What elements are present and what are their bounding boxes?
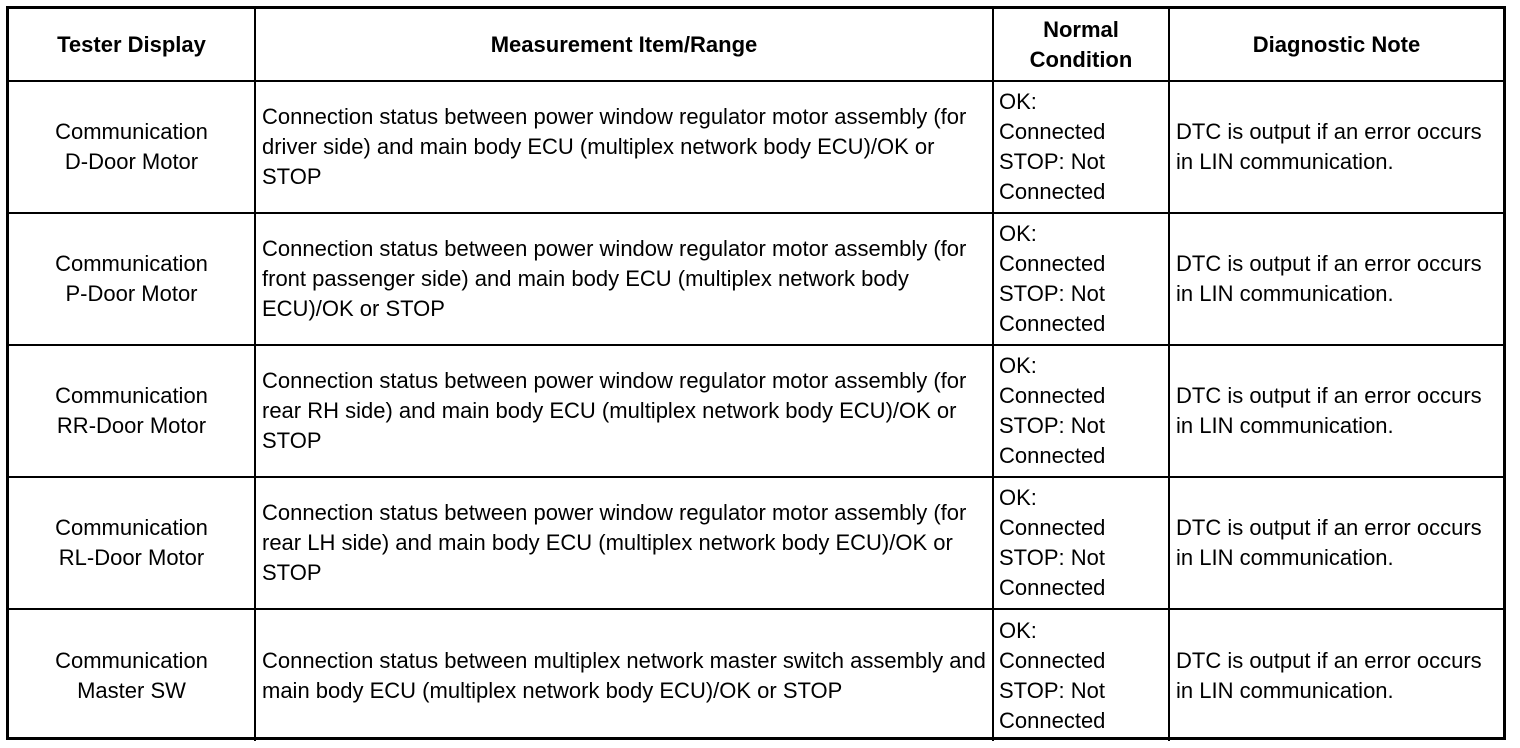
condition-line: Connected — [999, 251, 1106, 276]
measurement-range-cell: Connection status between power window regulator motor assembly (for rear RH side) and main body ECU (multiplex network body ECU)/OK or STOP — [255, 345, 993, 477]
condition-line: STOP: Not — [999, 545, 1105, 570]
diagnostic-note-cell: DTC is output if an error occurs in LIN communication. — [1169, 477, 1503, 609]
condition-line: STOP: Not — [999, 413, 1105, 438]
tester-display-cell — [9, 345, 255, 477]
normal-condition-cell — [993, 609, 1169, 741]
condition-line: OK: — [999, 221, 1037, 246]
normal-condition-cell — [993, 477, 1169, 609]
table-row — [9, 609, 1503, 741]
condition-line: Connected — [999, 707, 1106, 733]
tester-display-line2: Master SW — [77, 677, 186, 703]
tester-display-cell — [9, 477, 255, 609]
table-row — [9, 345, 1503, 477]
condition-line: Connected — [999, 443, 1106, 468]
header-diagnostic-note: Diagnostic Note — [1169, 9, 1503, 81]
tester-display-line1: Communication — [55, 251, 208, 276]
condition-line: Connected — [999, 575, 1106, 600]
condition-line: Connected — [999, 515, 1106, 540]
tester-display-line2: RR-Door Motor — [56, 413, 207, 438]
diagnostic-note-cell: DTC is output if an error occurs in LIN communication. — [1169, 213, 1503, 345]
header-normal-condition — [993, 9, 1169, 81]
condition-line: Connected — [999, 119, 1106, 144]
condition-line: Connected — [999, 311, 1106, 336]
table-row — [9, 81, 1503, 213]
tester-display-line1: Communication — [55, 647, 208, 673]
condition-line: OK: — [999, 89, 1037, 114]
condition-line: Connected — [999, 647, 1106, 673]
tester-display-cell — [9, 609, 255, 741]
header-measurement-range: Measurement Item/Range — [255, 9, 993, 81]
measurement-range-cell: Connection status between power window regulator motor assembly (for rear LH side) and main body ECU (multiplex network body ECU)/OK or STOP — [255, 477, 993, 609]
normal-condition-cell — [993, 345, 1169, 477]
header-normal-condition-line2: Condition — [1029, 46, 1133, 72]
condition-line: STOP: Not — [999, 149, 1105, 174]
table-row — [9, 477, 1503, 609]
measurement-range-cell: Connection status between power window regulator motor assembly (for front passenger side) and main body ECU (multiplex network body ECU)/OK or STOP — [255, 213, 993, 345]
condition-line: OK: — [999, 353, 1037, 378]
tester-display-line2: RL-Door Motor — [58, 545, 205, 570]
table-row — [9, 213, 1503, 345]
tester-display-cell — [9, 81, 255, 213]
normal-condition-cell — [993, 213, 1169, 345]
table-header-row — [9, 9, 1503, 81]
data-list-table — [9, 9, 1503, 741]
diagnostic-note-cell: DTC is output if an error occurs in LIN communication. — [1169, 81, 1503, 213]
condition-line: OK: — [999, 617, 1037, 643]
condition-line: STOP: Not — [999, 677, 1105, 703]
tester-display-line2: D-Door Motor — [64, 149, 199, 174]
tester-display-line1: Communication — [55, 119, 208, 144]
measurement-range-cell: Connection status between multiplex network master switch assembly and main body ECU (multiplex network body ECU)/OK or STOP — [255, 609, 993, 741]
diagnostic-note-cell: DTC is output if an error occurs in LIN communication. — [1169, 609, 1503, 741]
tester-display-line2: P-Door Motor — [65, 281, 198, 306]
measurement-range-cell: Connection status between power window regulator motor assembly (for driver side) and main body ECU (multiplex network body ECU)/OK or STOP — [255, 81, 993, 213]
condition-line: OK: — [999, 485, 1037, 510]
normal-condition-cell — [993, 81, 1169, 213]
tester-display-line1: Communication — [55, 515, 208, 540]
condition-line: STOP: Not — [999, 281, 1105, 306]
header-tester-display: Tester Display — [9, 9, 255, 81]
diagnostic-note-cell: DTC is output if an error occurs in LIN communication. — [1169, 345, 1503, 477]
tester-display-cell — [9, 213, 255, 345]
condition-line: Connected — [999, 179, 1106, 204]
data-list-table-container — [6, 6, 1506, 740]
header-normal-condition-line1: Normal — [1043, 16, 1119, 42]
condition-line: Connected — [999, 383, 1106, 408]
tester-display-line1: Communication — [55, 383, 208, 408]
